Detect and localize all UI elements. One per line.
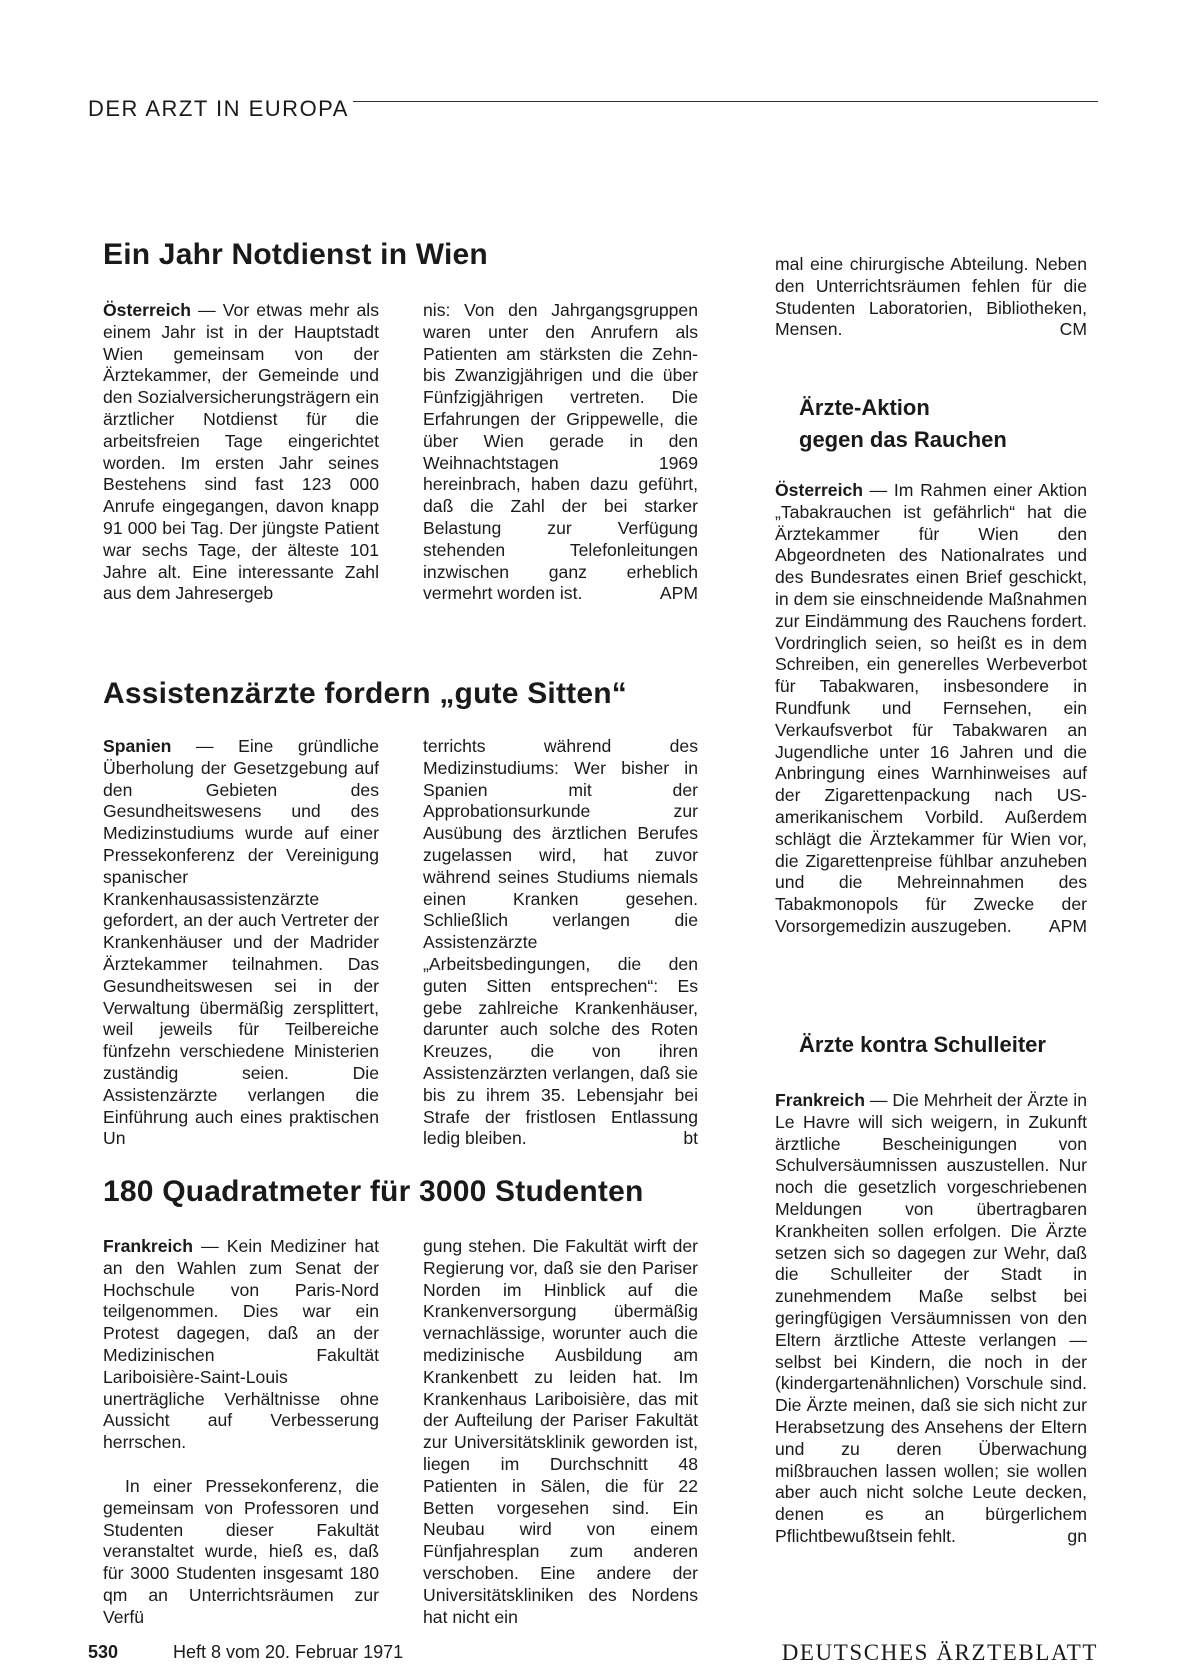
headline-wien: Ein Jahr Notdienst in Wien (103, 238, 488, 271)
article-wien-col1: Österreich — Vor etwas mehr als einem Jahr ist in der Hauptstadt Wien gemeinsam von der Ärztekammer, der Gemeinde und den Sozialversicherungsträgern ein ärztlicher Notdienst für die arbeitsfreien Tage eingerichtet worden. Im ersten Jahr seines Bestehens sind fast 123 000 Anrufe eingegangen, davon knapp 91 000 bei Tag. Der jüngste Patient war sechs Tage, der älteste 101 Jahre alt. Eine interessante Zahl aus dem Jahresergeb (103, 300, 379, 604)
headline-schulleiter: Ärzte kontra Schulleiter (799, 1032, 1046, 1057)
article-wien-col2: nis: Von den Jahrgangsgruppen waren unter den Anrufern als Patienten am stärksten die Zehn- bis Zwanzigjährigen und die über Fünfzigjährigen vertreten. Die Erfahrungen der Grippewelle, die über Wien gerade in den Weihnachtstagen 1969 hereinbrach, haben dazu geführt, daß die Zahl der bei starker Belastung zur Verfügung stehenden Telefonleitungen inzwischen ganz erheblich vermehrt worden ist. APM (423, 300, 698, 604)
author-signature: bt (683, 1128, 698, 1149)
headline-rauchen: Ärzte-Aktion gegen das Rauchen (799, 395, 1007, 452)
dateline: Frankreich (103, 1236, 193, 1256)
article-frankreich-col2: gung stehen. Die Fakultät wirft der Regierung vor, daß sie den Pariser Norden im Hinblick auf die Krankenversorgung übermäßig vernachlässige, worunter auch die medizinische Ausbildung am Krankenbett zu leiden hat. Im Krankenhaus Lariboisière, das mit der Aufteilung der Pariser Fakultät zur Universitätsklinik geworden ist, liegen im Durchschnitt 48 Patienten in Sälen, die für 22 Betten vorgesehen sind. Ein Neubau wird von einem Fünfjahresplan zum anderen verschoben. Eine andere der Universitätskliniken des Nordens hat nicht ein (423, 1236, 698, 1627)
dateline: Spanien (103, 736, 172, 756)
headline-spanien: Assistenzärzte fordern „gute Sitten“ (103, 677, 627, 710)
header-rule (353, 101, 1098, 102)
section-header (88, 94, 1098, 124)
article-spanien-col1: Spanien — Eine gründliche Überholung der Gesetzgebung auf den Gebieten des Gesundheitswesens und des Medizinstudiums wurde auf einer Pressekonferenz der Vereinigung spanischer Krankenhausassistenzärzte gefordert, an der auch Vertreter der Krankenhäuser und der Madrider Ärztekammer teilnahmen. Das Gesundheitswesen sei in der Verwaltung übermäßig zersplittert, weil jeweils für Teilbereiche fünfzehn verschiedene Ministerien zuständig seien. Die Assistenzärzte verlangen die Einführung auch eines praktischen Un (103, 736, 379, 1149)
journal-name: DEUTSCHES ÄRZTEBLATT (781, 1640, 1098, 1665)
dateline: Österreich (775, 480, 864, 500)
article-frankreich-col1: Frankreich — Kein Mediziner hat an den Wahlen zum Senat der Hochschule von Paris-Nord teilgenommen. Dies war ein Protest dagegen, daß an der Medizinischen Fakultät Lariboisière-Saint-Louis unerträgliche Verhältnisse ohne Aussicht auf Verbesserung herrschen. In einer Pressekonferenz, die gemeinsam von Professoren und Studenten dieser Fakultät veranstaltet wurde, hieß es, daß für 3000 Studenten insgesamt 180 qm an Unterrichtsräumen zur Verfü (103, 1236, 379, 1627)
section-title: DER ARZT IN EUROPA (88, 96, 349, 121)
dateline: Frankreich (775, 1090, 865, 1110)
article-spanien-col2: terrichts während des Medizinstudiums: Wer bisher in Spanien mit der Approbationsurkunde zur Ausübung des ärztlichen Berufes zugelassen wird, hat zuvor während seines Studiums niemals einen Kranken gesehen. Schließlich verlangen die Assistenzärzte „Arbeitsbedingungen, die den guten Sitten entsprechen“: Es gebe zahlreiche Krankenhäuser, darunter auch solche des Roten Kreuzes, die von ihren Assistenzärzten verlangen, daß sie bis zu ihrem 35. Lebensjahr bei Strafe der fristlosen Entlassung ledig bleiben. bt (423, 736, 698, 1149)
page-number: 530 (88, 1642, 119, 1662)
author-signature: gn (1067, 1525, 1087, 1546)
issue-line: Heft 8 vom 20. Februar 1971 (173, 1642, 404, 1662)
dateline: Österreich (103, 300, 192, 320)
author-signature: APM (659, 583, 698, 604)
author-signature: APM (1048, 915, 1087, 936)
headline-frankreich: 180 Quadratmeter für 3000 Studenten (103, 1175, 644, 1208)
article-schulleiter-body: Frankreich — Die Mehrheit der Ärzte in Le Havre will sich weigern, in Zukunft ärztliche Bescheinigungen von Schulversäumnissen auszustellen. Nur noch die gesetzlich vorgeschriebenen Meldungen von übertragbaren Krankheiten sollen erfolgen. Die Ärzte setzen sich so dagegen zur Wehr, daß die Schulleiter der Stadt in zunehmendem Maße selbst bei geringfügigen Versäumnissen von den Eltern ärztliche Atteste verlangen — selbst bei Kindern, die noch in der (kindergartenähnlichen) Vorschule sind. Die Ärzte meinen, daß sie sich nicht zur Herabsetzung des Ansehens der Eltern und zu deren Überwachung mißbrauchen lassen wollen; sie wollen aber auch nicht solche Leute decken, denen es an bürgerlichem Pflichtbewußtsein fehlt. gn (775, 1090, 1087, 1546)
article-rauchen-body: Österreich — Im Rahmen einer Aktion „Tabakrauchen ist gefährlich“ hat die Ärztekammer für Wien den Abgeordneten des Nationalrates und des Bundesrates einen Brief geschickt, in dem sie einschneidende Maßnahmen zur Eindämmung des Rauchens fordert. Vordringlich seien, so heißt es in dem Schreiben, ein generelles Werbeverbot für Tabakwaren, insbesondere in Rundfunk und Fernsehen, ein Verkaufsverbot für Tabakwaren an Jugendliche unter 16 Jahren und die Anbringung eines Warnhinweises auf der Zigarettenpackung nach US-amerikanischem Vorbild. Außerdem schlägt die Ärztekammer für Wien vor, die Zigarettenpreise fühlbar anzuheben und die Mehreinnahmen des Tabakmonopols für Zwecke der Vorsorgemedizin auszugeben. APM (775, 480, 1087, 936)
article-frankreich-col3: mal eine chirurgische Abteilung. Neben den Unterrichtsräumen fehlen für die Studenten Laboratorien, Bibliotheken, Mensen. CM (775, 254, 1087, 340)
author-signature: CM (1059, 319, 1087, 340)
